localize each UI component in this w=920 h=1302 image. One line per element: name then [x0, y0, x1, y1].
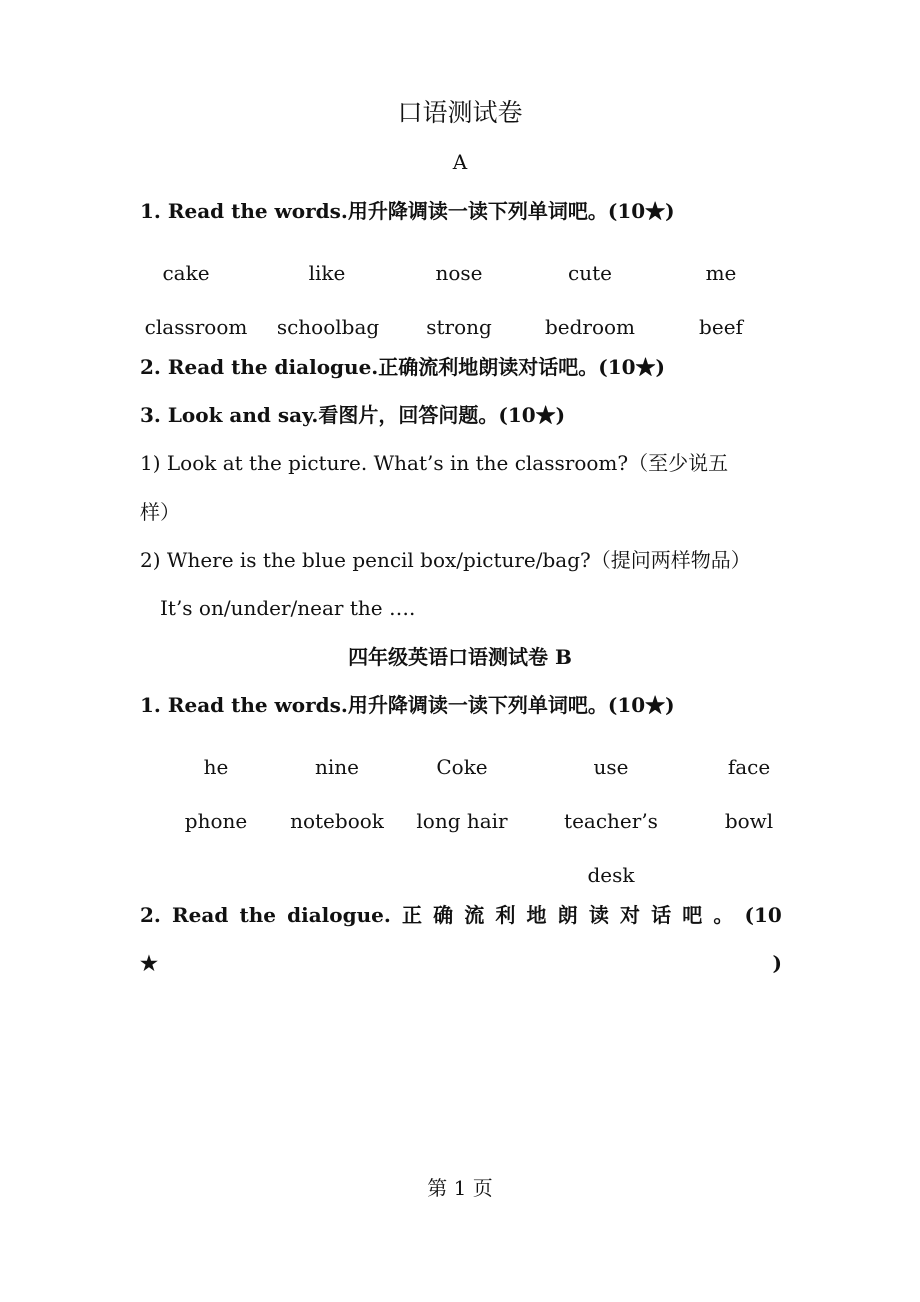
word-face: face [727, 755, 771, 779]
word-teachers: teacher’s [564, 809, 658, 833]
page-number: 第 1 页 [427, 1176, 493, 1200]
q2-part: 2. [140, 903, 161, 927]
word-strong: strong [426, 315, 492, 339]
page-title: 口语测试卷 [397, 98, 523, 127]
part-b-title: 四年级英语口语测试卷 B [348, 645, 572, 669]
part-b-question-2 [140, 903, 782, 927]
question-3-item-1-line-2: 样） [140, 500, 180, 524]
word-phone: phone [184, 809, 248, 833]
q2-part: 吧 [682, 903, 703, 927]
word-classroom: classroom [144, 315, 248, 339]
question-3-item-2-answer: It’s on/under/near the …. [160, 596, 416, 620]
word-beef: beef [699, 315, 743, 339]
word-long-hair: long hair [416, 809, 508, 833]
q2-part: (10 [744, 903, 782, 927]
q2-part: 地 [526, 903, 547, 927]
word-coke: Coke [436, 755, 488, 779]
word-he: he [203, 755, 229, 779]
part-b-question-2-line-2 [140, 951, 782, 975]
part-a-question-2: 2. Read the dialogue.正确流利地朗读对话吧。(10★) [140, 355, 666, 379]
word-me: me [705, 261, 737, 285]
q2-part: the [239, 903, 276, 927]
question-3-item-2: 2) Where is the blue pencil box/picture/bag?（提问两样物品） [140, 548, 751, 572]
question-3-item-1-line-1: 1) Look at the picture. What’s in the classroom?（至少说五 [140, 451, 729, 475]
q2-part: 对 [619, 903, 640, 927]
word-bowl: bowl [724, 809, 774, 833]
q2-part: 流 [464, 903, 485, 927]
part-b-question-1: 1. Read the words.用升降调读一读下列单词吧。(10★) [140, 693, 675, 717]
word-bedroom: bedroom [544, 315, 636, 339]
word-nose: nose [435, 261, 483, 285]
section-a-label: A [452, 150, 468, 174]
closing-paren: ) [772, 951, 782, 975]
part-a-question-1: 1. Read the words.用升降调读一读下列单词吧。(10★) [140, 199, 675, 223]
q2-part: 确 [433, 903, 454, 927]
q2-part: 利 [495, 903, 516, 927]
word-notebook: notebook [290, 809, 384, 833]
q2-part: 正 [401, 903, 422, 927]
q2-part: Read [172, 903, 229, 927]
part-a-question-3: 3. Look and say.看图片，回答问题。(10★) [140, 403, 566, 427]
q2-part: 话 [651, 903, 672, 927]
q2-part: 。 [713, 903, 734, 927]
q2-part: 读 [588, 903, 609, 927]
star-icon: ★ [140, 951, 158, 975]
q2-part: 朗 [557, 903, 578, 927]
word-use: use [593, 755, 629, 779]
word-like: like [308, 261, 346, 285]
word-nine: nine [315, 755, 359, 779]
word-cake: cake [162, 261, 210, 285]
q2-part: dialogue. [287, 903, 391, 927]
word-cute: cute [568, 261, 612, 285]
word-desk: desk [587, 863, 635, 887]
word-schoolbag: schoolbag [276, 315, 380, 339]
